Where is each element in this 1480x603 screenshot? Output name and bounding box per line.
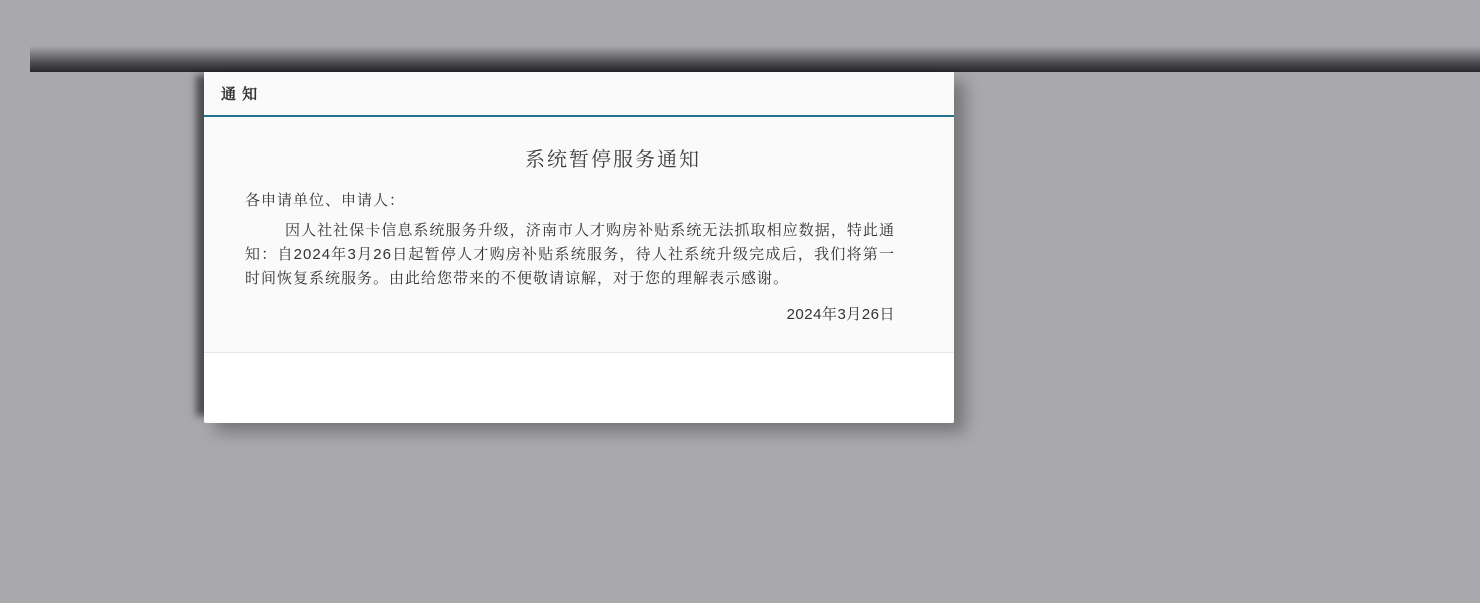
notice-date: 2024年3月26日 xyxy=(786,306,895,323)
dialog-footer xyxy=(204,353,954,423)
notice-paragraph: 因人社社保卡信息系统服务升级，济南市人才购房补贴系统无法抓取相应数据，特此通知：自2024年3月26日起暂停人才购房补贴系统服务，待人社系统升级完成后，我们将第一时间恢复系统服务。由此给您带来的不便敬请谅解，对于您的理解表示感谢。 xyxy=(245,222,895,287)
notice-dialog xyxy=(204,72,954,423)
top-edge-shade xyxy=(30,46,1480,72)
dialog-header xyxy=(204,72,954,117)
dialog-body xyxy=(204,117,954,353)
notice-title: 系统暂停服务通知 xyxy=(525,149,701,171)
dialog-header-title: 通 知 xyxy=(221,86,259,103)
notice-salutation: 各申请单位、申请人： xyxy=(245,192,406,209)
